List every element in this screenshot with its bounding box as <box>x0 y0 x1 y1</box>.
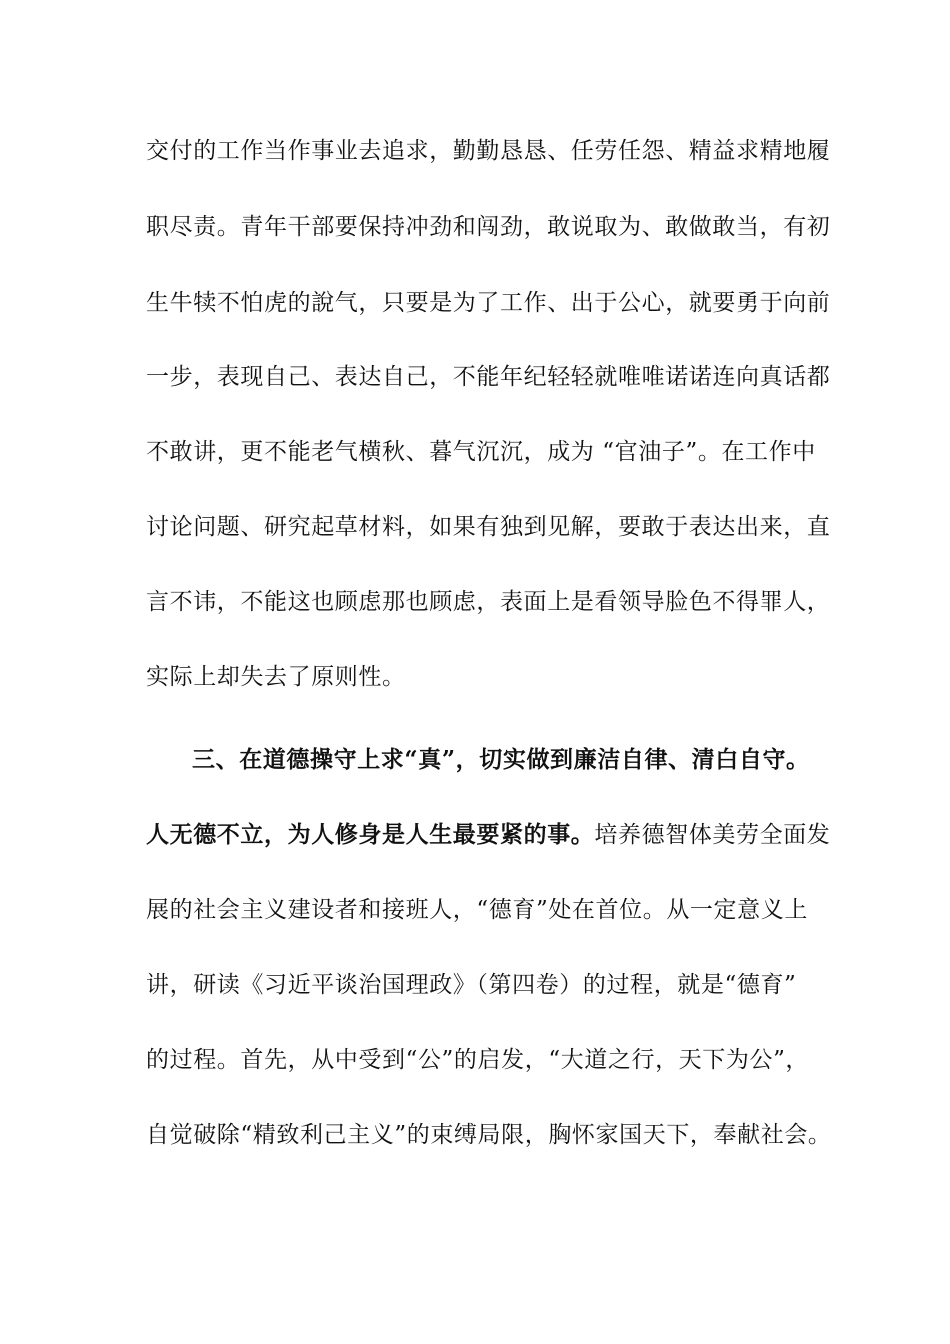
body-text-line: 生牛犊不怕虎的說气，只要是为了工作、出于公心，就要勇于向前 <box>146 290 831 316</box>
body-text-line: 一步，表现自己、表达自己，不能年纪轻轻就唯唯诺诺连向真话都 <box>146 364 831 390</box>
body-text-line: 职尽责。青年干部要保持冲劲和闯劲，敢说取为、敢做敢当，有初 <box>146 214 831 240</box>
bold-lead-sentence: 人无德不立，为人修身是人生最要紧的事。 <box>146 821 595 848</box>
body-text-line: 自觉破除“精致利己主义”的束缚局限，胸怀家国天下，奉献社会。 <box>146 1122 832 1148</box>
body-text-line: 实际上却失去了原则性。 <box>146 664 406 690</box>
body-text-line: 言不讳，不能这也顾虑那也顾虑，表面上是看领导脸色不得罪人， <box>146 589 831 615</box>
body-text-line: 讲，研读《习近平谈治国理政》（第四卷）的过程，就是“德育” <box>146 972 797 998</box>
body-text-line: 展的社会主义建设者和接班人，“德育”处在首位。从一定意义上 <box>146 897 808 923</box>
body-text-line: 不敢讲，更不能老气横秋、暮气沉沉，成为 “官油子”。在工作中 <box>146 439 816 465</box>
section-heading: 三、在道德操守上求“真”，切实做到廉洁自律、清白自守。 <box>192 746 810 773</box>
lead-sentence-rest: 培养德智体美劳全面发 <box>594 822 831 848</box>
body-text-line: 交付的工作当作事业去追求，勤勤恳恳、任劳任怨、精益求精地履 <box>146 138 831 164</box>
body-text-line: 讨论问题、研究起草材料，如果有独到见解，要敢于表达出来，直 <box>146 514 831 540</box>
body-text-line <box>146 820 830 850</box>
body-text-line: 的过程。首先，从中受到“公”的启发，“大道之行，天下为公”， <box>146 1047 810 1073</box>
